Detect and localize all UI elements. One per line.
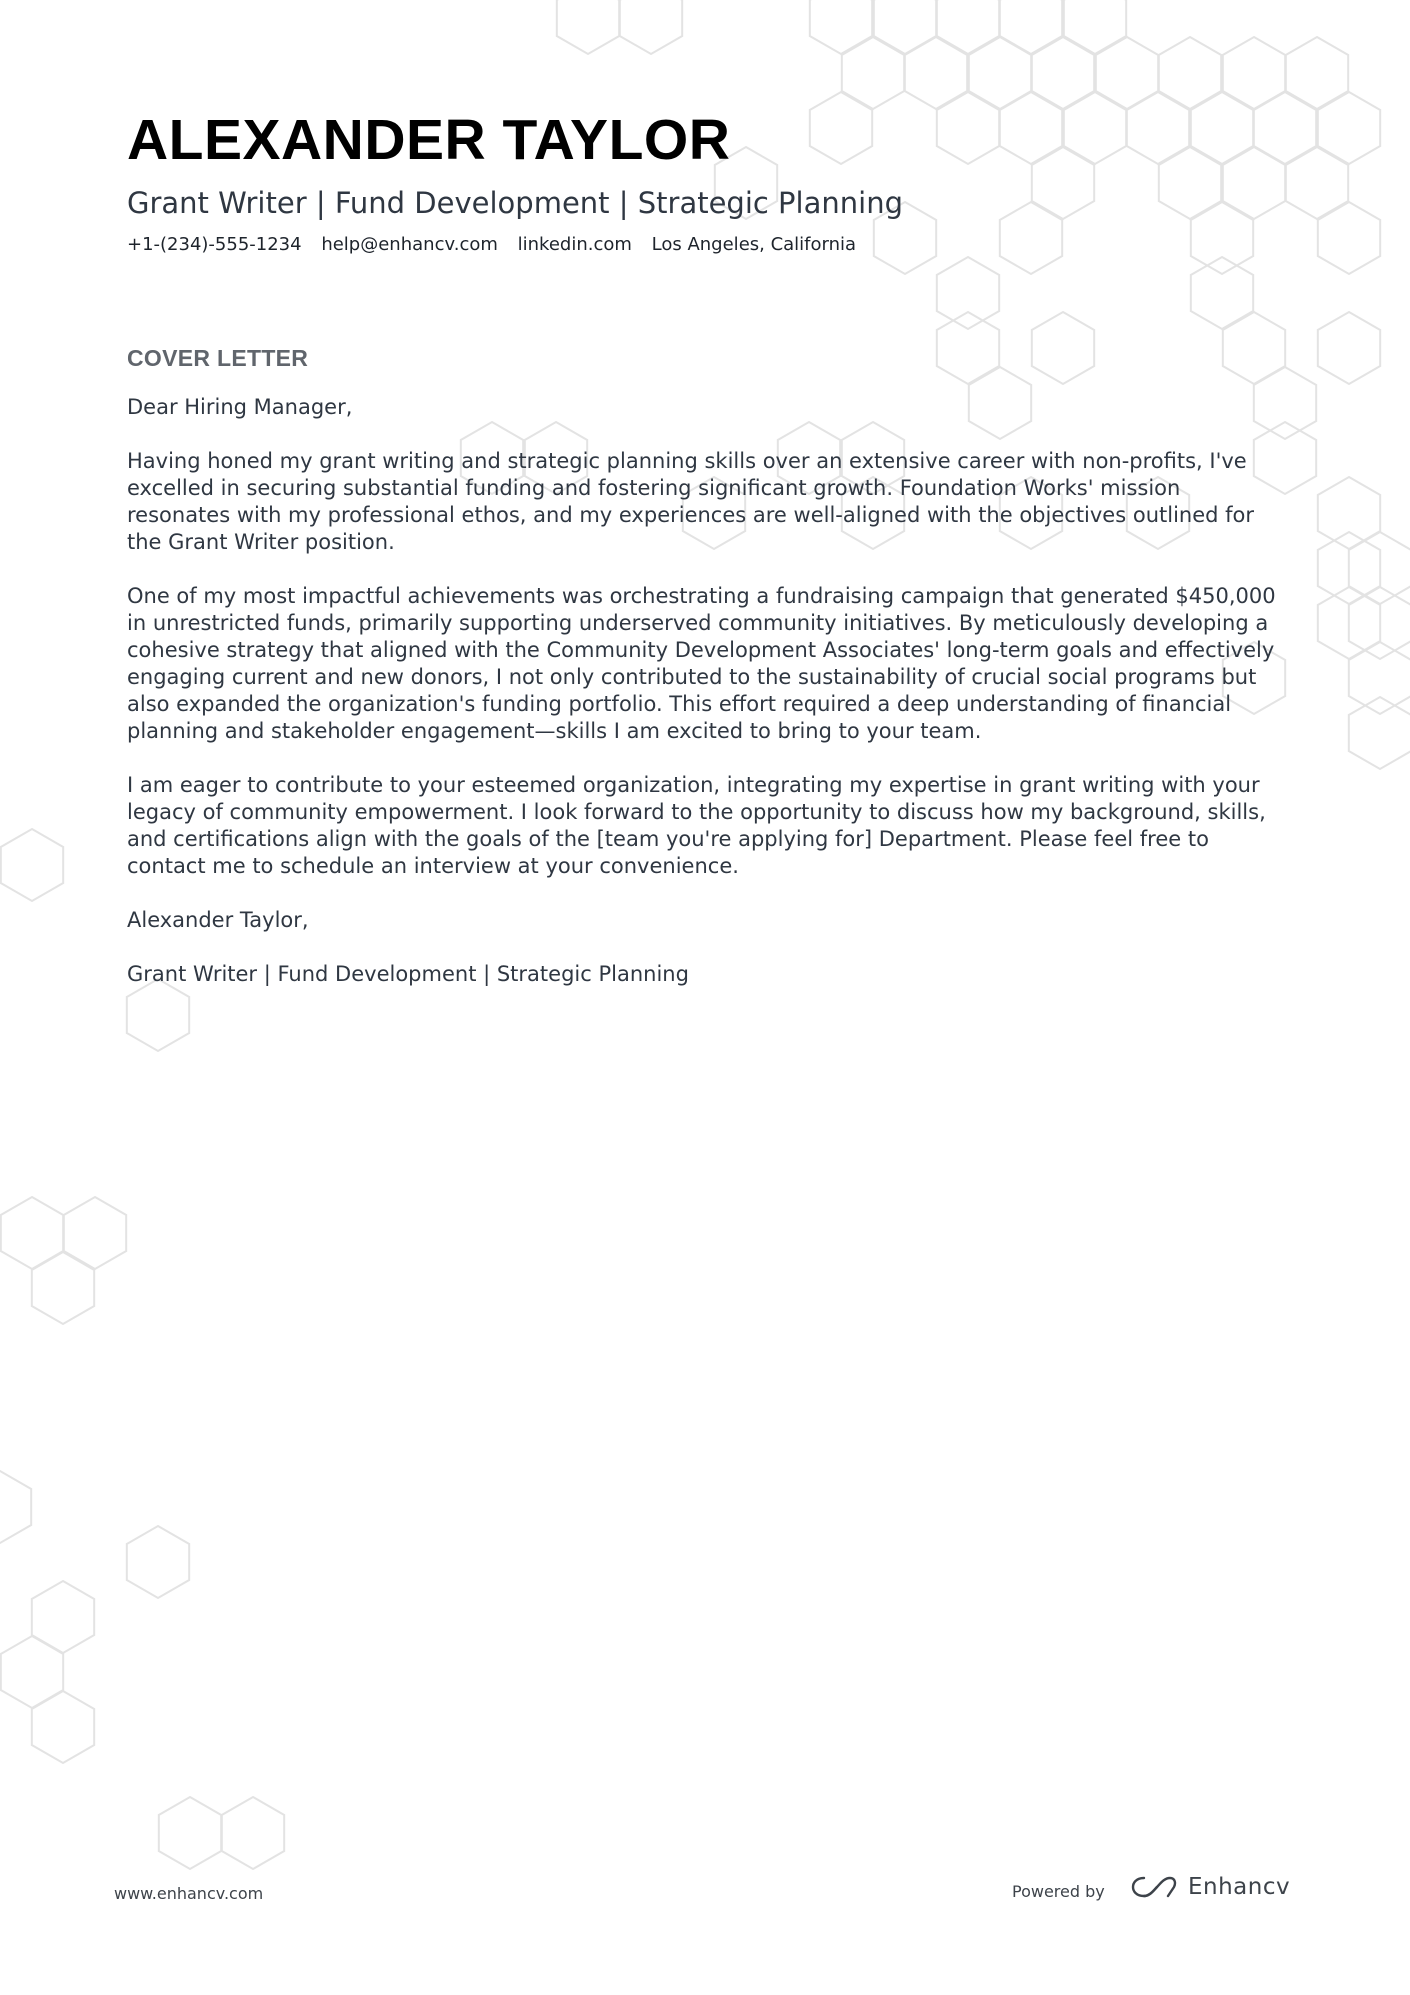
contact-linkedin: linkedin.com xyxy=(517,234,632,255)
powered-by-label: Powered by xyxy=(1012,1882,1105,1901)
candidate-name: ALEXANDER TAYLOR xyxy=(127,108,731,172)
enhancv-logo-icon xyxy=(1130,1874,1178,1900)
brand-logo xyxy=(1130,1874,1290,1900)
contact-info xyxy=(127,234,870,255)
signoff: Alexander Taylor, xyxy=(127,908,309,932)
contact-location: Los Angeles, California xyxy=(651,234,857,255)
paragraph-3: I am eager to contribute to your esteemed organization, integrating my expertise in grant writing with your legacy of community empowerment. I look forward to the opportunity to discuss how my background, skills, and certifications align with the goals of the [team you're applying for] Department. Please feel free to contact me to schedule an interview at your convenience. xyxy=(127,773,1266,878)
letter-body xyxy=(127,394,1287,1015)
footer-url: www.enhancv.com xyxy=(114,1884,264,1903)
paragraph-1: Having honed my grant writing and strategic planning skills over an extensive career with non-profits, I've excelled in securing substantial funding and fostering significant growth. Foundation Works' mission resonates with my professional ethos, and my experiences are well-aligned with the objectives outlined for the Grant Writer position. xyxy=(127,449,1255,554)
candidate-headline: Grant Writer | Fund Development | Strategic Planning xyxy=(127,186,903,220)
brand-name: Enhancv xyxy=(1188,1874,1291,1900)
section-title: COVER LETTER xyxy=(127,345,309,371)
paragraph-2: One of my most impactful achievements was orchestrating a fundraising campaign that generated $450,000 in unrestricted funds, primarily supporting underserved community initiatives. By meticulously developing a cohesive strategy that aligned with the Community Development Associates' long-term goals and effectively engaging current and new donors, I not only contributed to the sustainability of crucial social programs but also expanded the organization's funding portfolio. This effort required a deep understanding of financial planning and stakeholder engagement—skills I am excited to bring to your team. xyxy=(127,584,1276,743)
signature-title: Grant Writer | Fund Development | Strategic Planning xyxy=(127,962,689,986)
salutation: Dear Hiring Manager, xyxy=(127,395,353,419)
contact-email: help@enhancv.com xyxy=(321,234,498,255)
contact-phone: +1-(234)-555-1234 xyxy=(127,234,302,255)
